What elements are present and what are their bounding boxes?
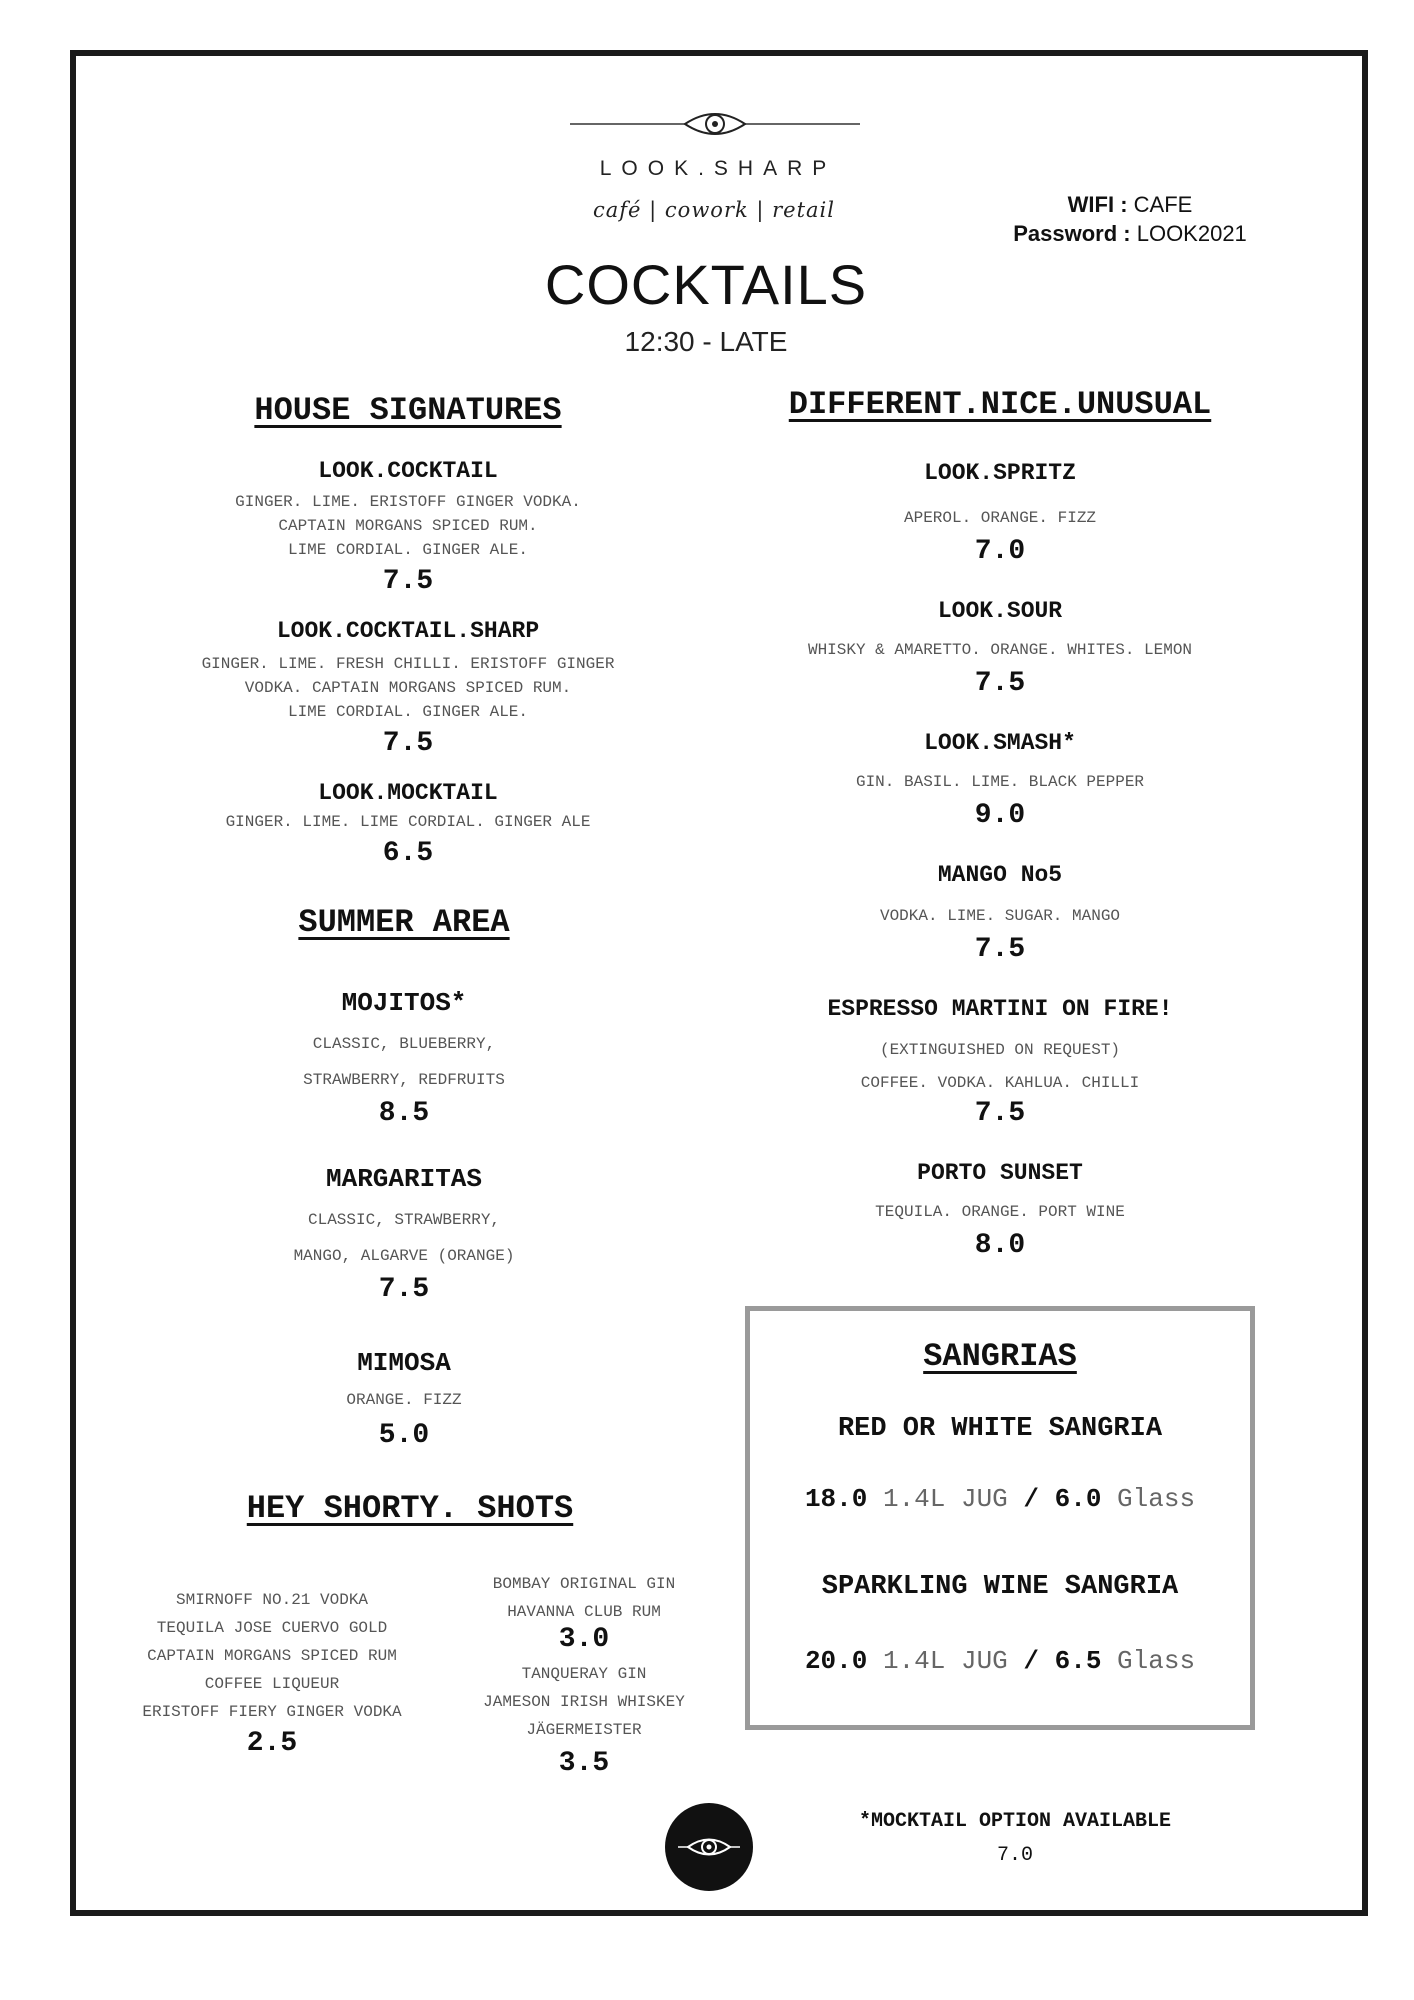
shots-group-b (493, 1570, 675, 1626)
item-name: MIMOSA (357, 1348, 451, 1378)
mocktail-note: *MOCKTAIL OPTION AVAILABLE (858, 1810, 1172, 1833)
item-desc (202, 652, 615, 724)
item-name: PORTO SUNSET (917, 1160, 1083, 1186)
desc-line: GIN. BASIL. LIME. BLACK PEPPER (855, 773, 1145, 791)
shots-price-c: 3.5 (558, 1748, 610, 1779)
shot-item: JAMESON IRISH WHISKEY (483, 1693, 685, 1711)
desc-line: COFFEE. VODKA. KAHLUA. CHILLI (860, 1074, 1140, 1092)
wifi-line (1000, 190, 1260, 219)
item-desc (303, 1026, 505, 1098)
desc-line: APEROL. ORANGE. FIZZ (903, 509, 1097, 527)
item-price: 7.5 (974, 1098, 1026, 1129)
eye-logo-icon (570, 106, 860, 146)
item-price: 6.5 (382, 838, 434, 869)
shot-item: ERISTOFF FIERY GINGER VODKA (142, 1703, 402, 1721)
opening-hours: 12:30 - LATE (624, 326, 788, 357)
item-desc (861, 1034, 1139, 1100)
item-price: 7.5 (382, 728, 434, 759)
item-desc (880, 904, 1120, 928)
desc-line: CAPTAIN MORGANS SPICED RUM. (278, 517, 538, 535)
section-title-shots: HEY SHORTY. SHOTS (246, 1490, 574, 1527)
item-name: LOOK.MOCKTAIL (318, 780, 498, 806)
item-name: LOOK.COCKTAIL.SHARP (276, 618, 540, 644)
item-price: 7.0 (974, 536, 1026, 567)
item-name: LOOK.SOUR (937, 598, 1063, 624)
desc-line: TEQUILA. ORANGE. PORT WINE (875, 1203, 1125, 1221)
item-desc (346, 1388, 461, 1412)
jug-label: 1.4L JUG (882, 1646, 1008, 1676)
desc-line: CLASSIC, STRAWBERRY, (307, 1211, 501, 1229)
shot-item: SMIRNOFF NO.21 VODKA (175, 1591, 369, 1609)
password-line (1000, 219, 1260, 248)
jug-price: 18.0 (804, 1484, 868, 1514)
jug-label: 1.4L JUG (882, 1484, 1008, 1514)
item-desc (856, 770, 1144, 794)
price-sep: / (1023, 1484, 1040, 1514)
section-title-house: HOUSE SIGNATURES (254, 392, 562, 429)
shot-item: HAVANNA CLUB RUM (507, 1603, 661, 1621)
desc-line: GINGER. LIME. FRESH CHILLI. ERISTOFF GINGER (201, 655, 615, 673)
section-title-sangrias: SANGRIAS (923, 1338, 1077, 1375)
sangria-name: RED OR WHITE SANGRIA (837, 1414, 1163, 1444)
mocktail-note-price: 7.0 (996, 1844, 1034, 1867)
glass-price: 6.0 (1054, 1484, 1102, 1514)
desc-line: WHISKY & AMARETTO. ORANGE. WHITES. LEMON (807, 641, 1193, 659)
item-price: 7.5 (974, 934, 1026, 965)
shots-price-a: 2.5 (246, 1728, 298, 1759)
brand-tagline: café | cowork | retail (593, 198, 835, 222)
page-title: COCKTAILS (544, 253, 868, 316)
desc-line: (EXTINGUISHED ON REQUEST) (879, 1041, 1121, 1059)
desc-line: VODKA. CAPTAIN MORGANS SPICED RUM. (244, 679, 572, 697)
item-price: 7.5 (382, 566, 434, 597)
item-desc (904, 506, 1096, 530)
desc-line: CLASSIC, BLUEBERRY, (312, 1035, 496, 1053)
wifi-sep: : (1120, 192, 1128, 217)
jug-price: 20.0 (804, 1646, 868, 1676)
glass-label: Glass (1117, 1484, 1196, 1514)
brand-name: LOOK.SHARP (599, 157, 837, 180)
desc-line: STRAWBERRY, REDFRUITS (303, 1071, 505, 1089)
desc-line: VODKA. LIME. SUGAR. MANGO (879, 907, 1121, 925)
shot-item: TEQUILA JOSE CUERVO GOLD (156, 1619, 388, 1637)
sangria-name: SPARKLING WINE SANGRIA (821, 1572, 1179, 1602)
item-name: MOJITOS* (341, 988, 467, 1018)
item-desc (294, 1202, 515, 1274)
shots-group-c (483, 1660, 685, 1744)
password-value: LOOK2021 (1136, 221, 1247, 246)
section-title-summer: SUMMER AREA (298, 904, 510, 941)
desc-line: LIME CORDIAL. GINGER ALE. (287, 703, 529, 721)
shot-item: CAPTAIN MORGANS SPICED RUM (147, 1647, 397, 1665)
item-name: ESPRESSO MARTINI ON FIRE! (827, 996, 1173, 1022)
price-sep: / (1023, 1646, 1040, 1676)
section-title-different: DIFFERENT.NICE.UNUSUAL (788, 386, 1212, 423)
desc-line: MANGO, ALGARVE (ORANGE) (293, 1247, 515, 1265)
wifi-info (1000, 190, 1260, 248)
glass-label: Glass (1117, 1646, 1196, 1676)
item-price: 7.5 (378, 1274, 430, 1305)
item-desc (875, 1200, 1125, 1224)
sangria-prices (805, 1484, 1195, 1514)
item-price: 5.0 (378, 1420, 430, 1451)
shots-group-a (142, 1586, 401, 1726)
item-name: LOOK.SPRITZ (924, 460, 1076, 486)
item-price: 9.0 (974, 800, 1026, 831)
wifi-value: CAFE (1133, 192, 1193, 217)
item-desc (235, 490, 581, 562)
sangria-prices (805, 1646, 1195, 1676)
shot-item: TANQUERAY GIN (521, 1665, 647, 1683)
shot-item: JÄGERMEISTER (526, 1721, 642, 1739)
desc-line: LIME CORDIAL. GINGER ALE. (287, 541, 529, 559)
desc-line: GINGER. LIME. LIME CORDIAL. GINGER ALE (225, 813, 591, 831)
item-price: 7.5 (974, 668, 1026, 699)
desc-line: ORANGE. FIZZ (346, 1391, 462, 1409)
item-name: LOOK.SMASH* (924, 730, 1076, 756)
item-name: LOOK.COCKTAIL (318, 458, 498, 484)
shots-price-b: 3.0 (558, 1624, 610, 1655)
item-price: 8.5 (378, 1098, 430, 1129)
item-name: MANGO No5 (937, 862, 1063, 888)
eye-badge-icon (664, 1802, 754, 1892)
password-label: Password (1013, 221, 1118, 246)
shot-item: BOMBAY ORIGINAL GIN (492, 1575, 676, 1593)
item-price: 8.0 (974, 1230, 1026, 1261)
glass-price: 6.5 (1054, 1646, 1102, 1676)
item-desc (226, 810, 591, 834)
item-desc (808, 638, 1192, 662)
desc-line: GINGER. LIME. ERISTOFF GINGER VODKA. (235, 493, 581, 511)
password-sep: : (1123, 221, 1131, 246)
wifi-label: WIFI (1067, 192, 1115, 217)
shot-item: COFFEE LIQUEUR (204, 1675, 340, 1693)
item-name: MARGARITAS (325, 1164, 483, 1194)
